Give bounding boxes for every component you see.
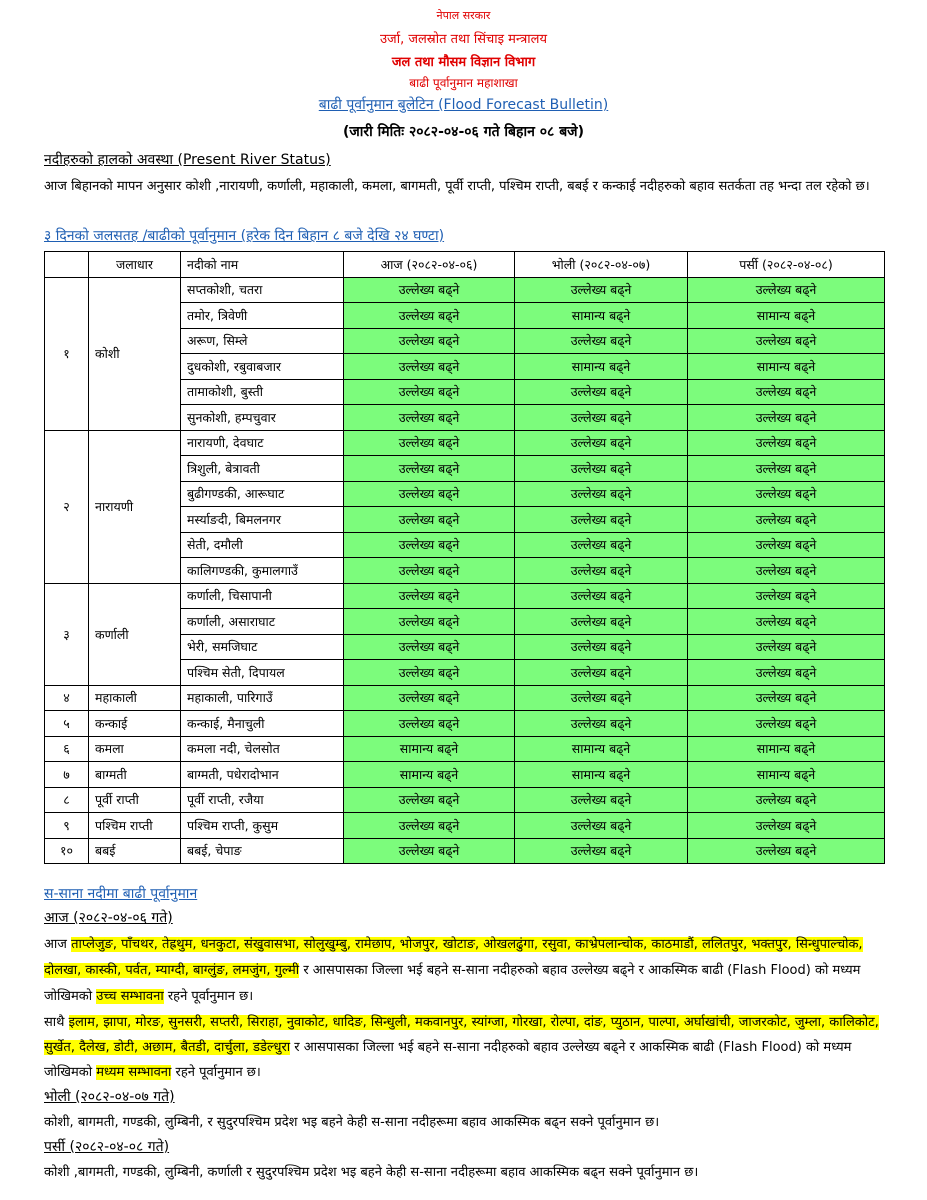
- forecast-cell-d1: उल्लेख्य बढ्ने: [344, 481, 515, 507]
- forecast-cell-d2: उल्लेख्य बढ्ने: [515, 481, 688, 507]
- forecast-cell-d3: उल्लेख्य बढ्ने: [688, 813, 885, 839]
- today-p1-end: रहने पूर्वानुमान छ।: [167, 989, 254, 1004]
- forecast-cell-d3: उल्लेख्य बढ्ने: [688, 430, 885, 456]
- day-after-heading: पर्सी (२०८२-०४-०८ गते): [44, 1139, 170, 1155]
- river-station: कमला नदी, चेलसोत: [181, 736, 344, 762]
- table-row: [45, 736, 885, 762]
- forecast-cell-d3: उल्लेख्य बढ्ने: [688, 609, 885, 635]
- basin-name: नारायणी: [89, 430, 181, 583]
- forecast-cell-d1: उल्लेख्य बढ्ने: [344, 609, 515, 635]
- forecast-cell-d3: उल्लेख्य बढ्ने: [688, 787, 885, 813]
- forecast-cell-d1: उल्लेख्य बढ्ने: [344, 634, 515, 660]
- forecast-cell-d2: उल्लेख्य बढ्ने: [515, 507, 688, 533]
- forecast-cell-d3: उल्लेख्य बढ्ने: [688, 277, 885, 303]
- forecast-cell-d2: उल्लेख्य बढ्ने: [515, 456, 688, 482]
- forecast-cell-d3: उल्लेख्य बढ्ने: [688, 481, 885, 507]
- header-government: नेपाल सरकार: [436, 9, 491, 22]
- today-p2-prefix: साथै: [44, 1015, 65, 1030]
- forecast-cell-d3: उल्लेख्य बढ्ने: [688, 379, 885, 405]
- forecast-cell-d2: उल्लेख्य बढ्ने: [515, 583, 688, 609]
- forecast-cell-d1: उल्लेख्य बढ्ने: [344, 583, 515, 609]
- today-p1-prefix: आज: [44, 937, 67, 952]
- header-division: बाढी पूर्वानुमान महाशाखा: [409, 76, 518, 90]
- bulletin-title: [0, 95, 927, 114]
- river-station: त्रिशुली, बेत्रावती: [181, 456, 344, 482]
- today-heading: आज (२०८२-०४-०६ गते): [44, 910, 173, 926]
- col-header-day-after: पर्सी (२०८२-०४-०८): [688, 252, 885, 278]
- today-p2-end: रहने पूर्वानुमान छ।: [175, 1065, 261, 1080]
- header-department: जल तथा मौसम विज्ञान विभाग: [391, 55, 536, 70]
- basin-number: १०: [45, 838, 89, 864]
- forecast-cell-d3: सामान्य बढ्ने: [688, 303, 885, 329]
- forecast-cell-d1: उल्लेख्य बढ्ने: [344, 787, 515, 813]
- forecast-cell-d2: उल्लेख्य बढ्ने: [515, 277, 688, 303]
- forecast-cell-d1: उल्लेख्य बढ्ने: [344, 379, 515, 405]
- forecast-cell-d3: सामान्य बढ्ने: [688, 762, 885, 788]
- forecast-cell-d1: उल्लेख्य बढ्ने: [344, 838, 515, 864]
- today-paragraph-2: [44, 1010, 884, 1085]
- col-header-today: आज (२०८२-०४-०६): [344, 252, 515, 278]
- basin-name: पूर्वी राप्ती: [89, 787, 181, 813]
- day-after-text: कोशी ,बागमती, गण्डकी, लुम्बिनी, कर्णाली र सुदुरपश्चिम प्रदेश भइ बहने केही स-साना नदीहरूमा बहाव आकस्मिक बढ्न सक्ने पूर्वानुमान छ।: [44, 1165, 699, 1180]
- forecast-cell-d2: उल्लेख्य बढ्ने: [515, 685, 688, 711]
- basin-number: १: [45, 277, 89, 430]
- river-station: सुनकोशी, हम्पचुवार: [181, 405, 344, 431]
- issue-date: (जारी मितिः २०८२-०४-०६ गते बिहान ०८ बजे): [343, 124, 584, 140]
- present-status-heading: नदीहरुको हालको अवस्था (Present River Status): [44, 152, 331, 168]
- forecast-cell-d2: उल्लेख्य बढ्ने: [515, 813, 688, 839]
- forecast-table-body: [45, 277, 885, 864]
- today-p2-districts: इलाम, झापा, मोरङ, सुनसरी, सप्तरी, सिराहा, नुवाकोट, धादिङ, सिन्धुली, मकवानपुर, स्यांग्जा, गोरखा, रोल्पा, दांङ, प्युठान, पाल्पा, अर्घाखांची, जाजरकोट, जुम्ला, कालिकोट, सुर्खेत, दैलेख, डोटी, अछाम, बैतडी, दार्चुला, डडेल्धुरा: [44, 1015, 879, 1055]
- river-station: पश्चिम सेती, दिपायल: [181, 660, 344, 686]
- forecast-heading: ३ दिनको जलसतह /बाढीको पूर्वानुमान (हरेक दिन बिहान ८ बजे देखि २४ घण्टा): [44, 228, 445, 244]
- today-paragraph-1: [44, 932, 884, 1010]
- river-station: बुढीगण्डकी, आरूघाट: [181, 481, 344, 507]
- today-p2-mid: र आसपासका जिल्ला भई बहने स-साना नदीहरुको बहाव उल्लेख्य बढ्ने र आकस्मिक बाढी (Flash Flood) को मध्यम जोखिमको: [44, 1040, 852, 1080]
- today-p1-mid: र आसपासका जिल्ला भई बहने स-साना नदीहरुको बहाव उल्लेख्य बढ्ने र आकस्मिक बाढी (Flash Flood) को मध्यम जोखिमको: [44, 963, 861, 1004]
- forecast-cell-d2: उल्लेख्य बढ्ने: [515, 711, 688, 737]
- forecast-cell-d1: उल्लेख्य बढ्ने: [344, 277, 515, 303]
- forecast-cell-d1: उल्लेख्य बढ्ने: [344, 456, 515, 482]
- tomorrow-heading: भोली (२०८२-०४-०७ गते): [44, 1089, 175, 1105]
- basin-name: बाग्मती: [89, 762, 181, 788]
- forecast-cell-d3: उल्लेख्य बढ्ने: [688, 507, 885, 533]
- forecast-cell-d3: उल्लेख्य बढ्ने: [688, 456, 885, 482]
- forecast-cell-d2: उल्लेख्य बढ्ने: [515, 787, 688, 813]
- forecast-cell-d1: उल्लेख्य बढ्ने: [344, 660, 515, 686]
- forecast-cell-d2: उल्लेख्य बढ्ने: [515, 558, 688, 584]
- small-rivers-heading: स-साना नदीमा बाढी पूर्वानुमान: [44, 886, 198, 902]
- table-row: [45, 838, 885, 864]
- basin-name: कर्णाली: [89, 583, 181, 685]
- basin-name: कन्काई: [89, 711, 181, 737]
- basin-name: बबई: [89, 838, 181, 864]
- river-station: अरूण, सिम्ले: [181, 328, 344, 354]
- river-station: सप्तकोशी, चतरा: [181, 277, 344, 303]
- forecast-cell-d2: उल्लेख्य बढ्ने: [515, 532, 688, 558]
- table-row: [45, 762, 885, 788]
- today-p1-level: उच्च सम्भावना: [96, 989, 164, 1004]
- forecast-cell-d2: सामान्य बढ्ने: [515, 762, 688, 788]
- forecast-header-row: [45, 252, 885, 278]
- river-station: बाग्मती, पधेरादोभान: [181, 762, 344, 788]
- forecast-cell-d1: उल्लेख्य बढ्ने: [344, 328, 515, 354]
- forecast-cell-d1: सामान्य बढ्ने: [344, 736, 515, 762]
- basin-number: ५: [45, 711, 89, 737]
- river-station: पश्चिम राप्ती, कुसुम: [181, 813, 344, 839]
- col-header-river: नदीको नाम: [181, 252, 344, 278]
- forecast-cell-d2: सामान्य बढ्ने: [515, 736, 688, 762]
- forecast-cell-d3: उल्लेख्य बढ्ने: [688, 558, 885, 584]
- river-station: बबई, चेपाङ: [181, 838, 344, 864]
- forecast-cell-d1: उल्लेख्य बढ्ने: [344, 405, 515, 431]
- basin-number: ३: [45, 583, 89, 685]
- table-row: [45, 711, 885, 737]
- forecast-cell-d1: उल्लेख्य बढ्ने: [344, 532, 515, 558]
- river-station: भेरी, समजिघाट: [181, 634, 344, 660]
- basin-number: ६: [45, 736, 89, 762]
- forecast-cell-d2: उल्लेख्य बढ्ने: [515, 379, 688, 405]
- basin-name: पश्चिम राप्ती: [89, 813, 181, 839]
- forecast-cell-d1: उल्लेख्य बढ्ने: [344, 354, 515, 380]
- basin-number: ४: [45, 685, 89, 711]
- forecast-cell-d2: उल्लेख्य बढ्ने: [515, 838, 688, 864]
- forecast-table: [44, 251, 885, 864]
- bulletin-title-text: बाढी पूर्वानुमान बुलेटिन (Flood Forecast Bulletin): [318, 97, 609, 113]
- today-p1-districts: ताप्लेजुङ, पाँचथर, तेह्रथुम, धनकुटा, संखुवासभा, सोलुखुम्बु, रामेछाप, भोजपुर, खोटाङ, ओखलढुंगा, रसुवा, काभ्रेपलान्चोक, काठमाडौं, ललितपुर, भक्तपुर, सिन्धुपाल्चोक, दोलखा, कास्की, पर्वत, म्याग्दी, बाग्लुंङ, लमजुंग, गुल्मी: [44, 937, 863, 978]
- forecast-cell-d3: सामान्य बढ्ने: [688, 354, 885, 380]
- forecast-cell-d1: उल्लेख्य बढ्ने: [344, 507, 515, 533]
- header-ministry: उर्जा, जलस्रोत तथा सिंचाइ मन्त्रालय: [379, 32, 548, 47]
- river-station: नारायणी, देवघाट: [181, 430, 344, 456]
- river-station: पूर्वी राप्ती, रजैया: [181, 787, 344, 813]
- col-header-tomorrow: भोली (२०८२-०४-०७): [515, 252, 688, 278]
- basin-number: ९: [45, 813, 89, 839]
- river-station: मर्स्याङदी, बिमलनगर: [181, 507, 344, 533]
- forecast-cell-d3: उल्लेख्य बढ्ने: [688, 711, 885, 737]
- table-row: [45, 583, 885, 609]
- river-station: सेती, दमौली: [181, 532, 344, 558]
- forecast-cell-d1: उल्लेख्य बढ्ने: [344, 303, 515, 329]
- col-header-no: [45, 252, 89, 278]
- forecast-cell-d3: उल्लेख्य बढ्ने: [688, 583, 885, 609]
- river-station: दुधकोशी, रबुवाबजार: [181, 354, 344, 380]
- forecast-cell-d1: उल्लेख्य बढ्ने: [344, 558, 515, 584]
- river-station: महाकाली, पारिगाउँ: [181, 685, 344, 711]
- forecast-cell-d2: उल्लेख्य बढ्ने: [515, 634, 688, 660]
- forecast-cell-d2: उल्लेख्य बढ्ने: [515, 660, 688, 686]
- forecast-cell-d3: उल्लेख्य बढ्ने: [688, 685, 885, 711]
- forecast-cell-d1: उल्लेख्य बढ्ने: [344, 711, 515, 737]
- forecast-cell-d2: सामान्य बढ्ने: [515, 354, 688, 380]
- table-row: [45, 277, 885, 303]
- basin-number: ७: [45, 762, 89, 788]
- present-status-text: आज बिहानको मापन अनुसार कोशी ,नारायणी, कर्णाली, महाकाली, कमला, बागमती, पूर्वी राप्ती, पश्चिम राप्ती, बबई र कन्काई नदीहरुको बहाव सतर्कता तह भन्दा तल रहेको छ।: [44, 179, 870, 194]
- tomorrow-text: कोशी, बागमती, गण्डकी, लुम्बिनी, र सुदुरपश्चिम प्रदेश भइ बहने केही स-साना नदीहरूमा बहाव आकस्मिक बढ्न सक्ने पूर्वानुमान छ।: [44, 1115, 660, 1130]
- forecast-cell-d2: उल्लेख्य बढ्ने: [515, 405, 688, 431]
- forecast-cell-d2: सामान्य बढ्ने: [515, 303, 688, 329]
- river-station: कर्णाली, असाराघाट: [181, 609, 344, 635]
- today-p2-level: मध्यम सम्भावना: [96, 1065, 172, 1080]
- forecast-cell-d1: उल्लेख्य बढ्ने: [344, 430, 515, 456]
- basin-name: महाकाली: [89, 685, 181, 711]
- table-row: [45, 813, 885, 839]
- basin-name: कोशी: [89, 277, 181, 430]
- table-row: [45, 787, 885, 813]
- forecast-cell-d3: उल्लेख्य बढ्ने: [688, 532, 885, 558]
- forecast-cell-d3: उल्लेख्य बढ्ने: [688, 838, 885, 864]
- forecast-cell-d1: उल्लेख्य बढ्ने: [344, 813, 515, 839]
- forecast-cell-d3: सामान्य बढ्ने: [688, 736, 885, 762]
- forecast-cell-d2: उल्लेख्य बढ्ने: [515, 430, 688, 456]
- forecast-cell-d3: उल्लेख्य बढ्ने: [688, 328, 885, 354]
- basin-number: २: [45, 430, 89, 583]
- forecast-cell-d1: सामान्य बढ्ने: [344, 762, 515, 788]
- col-header-basin: जलाधार: [89, 252, 181, 278]
- forecast-cell-d3: उल्लेख्य बढ्ने: [688, 405, 885, 431]
- river-station: कन्काई, मैनाचुली: [181, 711, 344, 737]
- forecast-cell-d2: उल्लेख्य बढ्ने: [515, 609, 688, 635]
- basin-name: कमला: [89, 736, 181, 762]
- river-station: तामाकोशी, बुस्ती: [181, 379, 344, 405]
- forecast-cell-d1: उल्लेख्य बढ्ने: [344, 685, 515, 711]
- basin-number: ८: [45, 787, 89, 813]
- table-row: [45, 430, 885, 456]
- forecast-cell-d3: उल्लेख्य बढ्ने: [688, 634, 885, 660]
- river-station: कालिगण्डकी, कुमालगाउँ: [181, 558, 344, 584]
- river-station: कर्णाली, चिसापानी: [181, 583, 344, 609]
- table-row: [45, 685, 885, 711]
- forecast-cell-d2: उल्लेख्य बढ्ने: [515, 328, 688, 354]
- forecast-cell-d3: उल्लेख्य बढ्ने: [688, 660, 885, 686]
- river-station: तमोर, त्रिवेणी: [181, 303, 344, 329]
